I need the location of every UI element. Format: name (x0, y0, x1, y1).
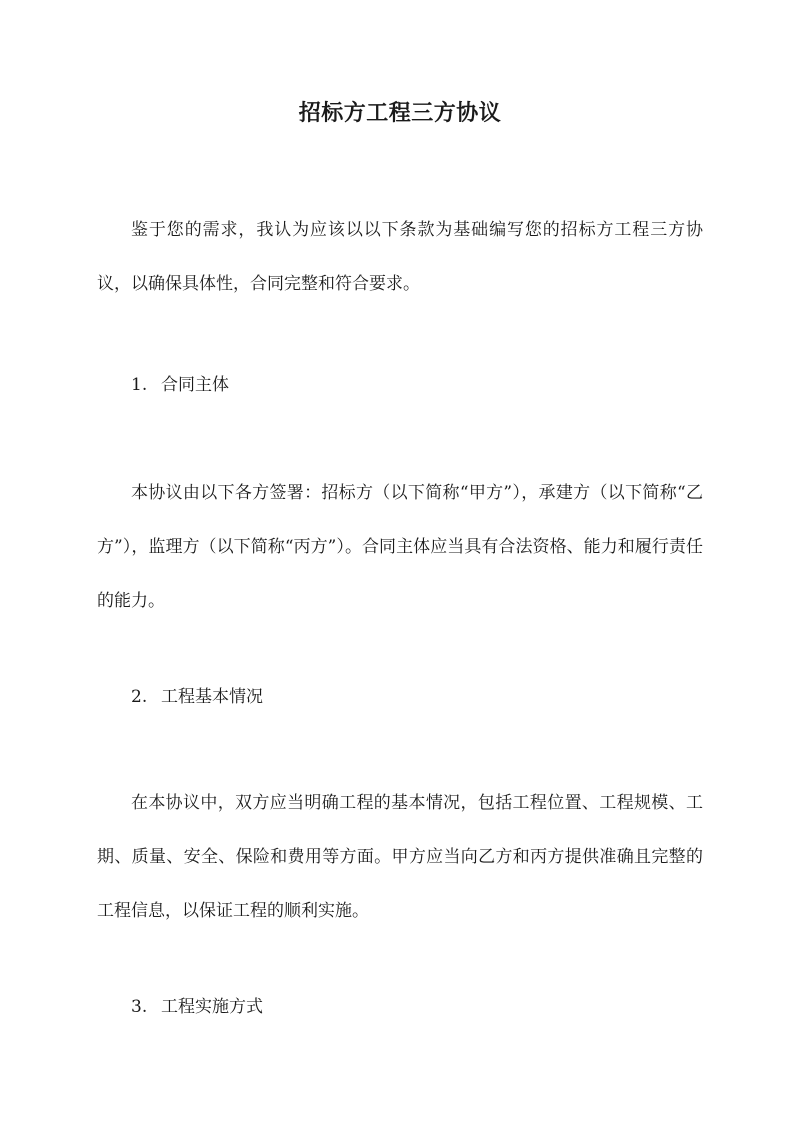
section-number: 1. (131, 375, 148, 395)
section-body-2: 在本协议中，双方应当明确工程的基本情况，包括工程位置、工程规模、工期、质量、安全、保险和费用等方面。甲方应当向乙方和丙方提供准确且完整的工程信息，以保证工程的顺利实施。 (97, 793, 703, 921)
section-number: 2. (131, 687, 148, 707)
section-title: 合同主体 (161, 375, 229, 395)
section-title: 工程实施方式 (161, 997, 263, 1017)
section-body-1: 本协议由以下各方签署：招标方（以下简称“甲方”），承建方（以下简称“乙方”），监理方（以下简称“丙方”）。合同主体应当具有合法资格、能力和履行责任的能力。 (97, 483, 703, 611)
section-heading-1 (131, 370, 229, 400)
section-heading-2 (131, 682, 263, 712)
document-title: 招标方工程三方协议 (298, 100, 502, 126)
intro-paragraph: 鉴于您的需求，我认为应该以以下条款为基础编写您的招标方工程三方协议，以确保具体性，合同完整和符合要求。 (97, 220, 703, 294)
section-title: 工程基本情况 (161, 687, 263, 707)
section-heading-3 (131, 992, 263, 1022)
section-number: 3. (131, 997, 148, 1017)
